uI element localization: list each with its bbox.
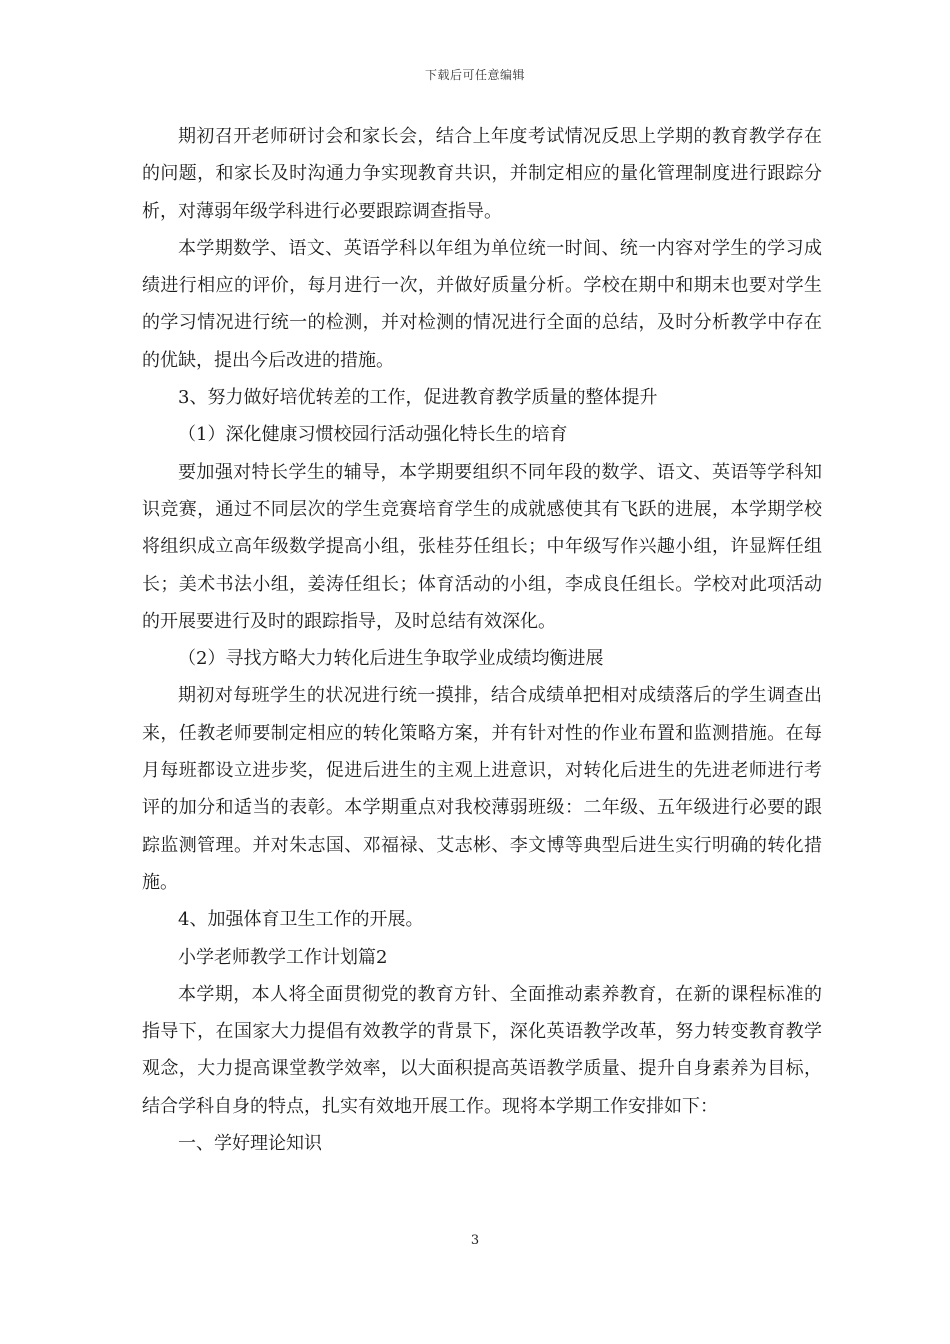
subheading-2: （2）寻找方略大力转化后进生争取学业成绩均衡进展 [178,648,604,670]
subheading-1: （1）深化健康习惯校园行活动强化特长生的培育 [178,424,568,446]
page-number: 3 [470,1233,480,1248]
paragraph-struggling-students: 期初对每班学生的状况进行统一摸排，结合成绩单把相对成绩落后的学生调查出来，任教老师要制定相应的转化策略方案，并有针对性的作业布置和监测措施。在每月每班都设立进步奖，促进后进生的主观上进意识，对转化后进生的先进老师进行考评的加分和适当的表彰。本学期重点对我校薄弱班级：二年级、五年级进行必要的跟踪监测管理。并对朱志国、邓福禄、艾志彬、李文博等典型后进生实行明确的转化措施。 [142,685,822,893]
paragraph-plan-intro: 本学期，本人将全面贯彻党的教育方针、全面推动素养教育，在新的课程标准的指导下，在国家大力提倡有效教学的背景下，深化英语教学改革，努力转变教育教学观念，大力提高课堂教学效率，以大面积提高英语教学质量、提升自身素养为目标，结合学科自身的特点，扎实有效地开展工作。现将本学期工作安排如下： [142,983,822,1117]
paragraph-specialty-students: 要加强对特长学生的辅导，本学期要组织不同年段的数学、语文、英语等学科知识竞赛，通过不同层次的学生竞赛培育学生的成就感使其有飞跃的进展，本学期学校将组织成立高年级数学提高小组，张桂芬任组长；中年级写作兴趣小组，许显辉任组长；美术书法小组，姜涛任组长；体育活动的小组，李成良任组长。学校对此项活动的开展要进行及时的跟踪指导，及时总结有效深化。 [142,461,822,632]
paragraph-evaluation: 本学期数学、语文、英语学科以年组为单位统一时间、统一内容对学生的学习成绩进行相应的评价，每月进行一次，并做好质量分析。学校在期中和期末也要对学生的学习情况进行统一的检测，并对检测的情况进行全面的总结，及时分析教学中存在的优缺，提出今后改进的措施。 [142,237,822,371]
page-header: 下载后可任意编辑 [424,68,525,82]
section-heading-theory: 一、学好理论知识 [178,1133,322,1155]
document-body [142,118,822,1162]
paragraph-meetings: 期初召开老师研讨会和家长会，结合上年度考试情况反思上学期的教育教学存在的问题，和家长及时沟通力争实现教育共识，并制定相应的量化管理制度进行跟踪分析，对薄弱年级学科进行必要跟踪调查指导。 [142,126,822,222]
section-heading-4: 4、加强体育卫生工作的开展。 [178,909,424,931]
plan-title-2: 小学老师教学工作计划篇2 [178,946,388,968]
section-heading-3: 3、努力做好培优转差的工作，促进教育教学质量的整体提升 [178,387,658,409]
